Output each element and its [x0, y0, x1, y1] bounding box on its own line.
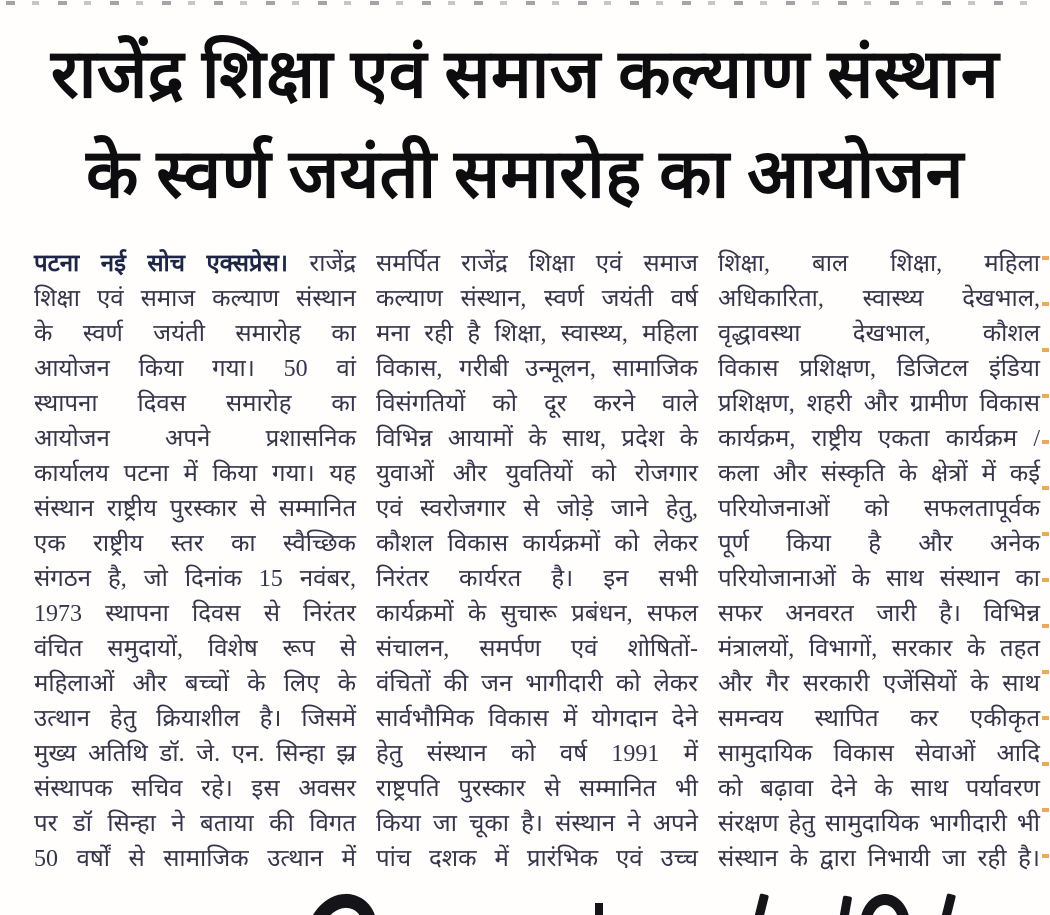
article-line: वंचित समुदायों, विशेष रूप से: [34, 636, 356, 662]
article-line: कार्यक्रमों के सुचारू प्रबंधन, सफल: [376, 601, 698, 627]
article-line: संचालन, समर्पण एवं शोषितों-: [376, 636, 698, 662]
article-column-1: [34, 247, 356, 877]
cropped-glyph-stroke: [839, 895, 852, 915]
article-headline: [0, 0, 1050, 224]
article-line: विसंगतियों को दूर करने वाले: [376, 391, 698, 417]
article-line: कल्याण संस्थान, स्वर्ण जयंती वर्ष: [376, 286, 698, 312]
article-line: पांच दशक में प्रारंभिक एवं उच्च: [376, 846, 698, 872]
headline-line-2: के स्वर्ण जयंती समारोह का आयोजन: [86, 136, 964, 212]
article-line: सफर अनवरत जारी है। विभिन्न: [718, 601, 1040, 627]
article-line: उत्थान हेतु क्रियाशील है। जिसमें: [34, 706, 356, 732]
article-line: विकास प्रशिक्षण, डिजिटल इंडिया: [718, 356, 1040, 382]
article-line: समर्पित राजेंद्र शिक्षा एवं समाज: [376, 251, 698, 277]
article-line: कार्यक्रम, राष्ट्रीय एकता कार्यक्रम /: [718, 426, 1040, 452]
article-line: एवं स्वरोजगार से जोड़े जाने हेतु,: [376, 496, 698, 522]
article-line: युवाओं और युवतियों को रोजगार: [376, 461, 698, 487]
article-line: संस्थान के द्वारा निभायी जा रही है।: [718, 846, 1040, 872]
article-line: परियोजानाओं के साथ संस्थान का: [718, 566, 1040, 592]
dateline: [34, 247, 356, 282]
article-line: संरक्षण हेतु सामुदायिक भागीदारी भी: [718, 811, 1040, 837]
article-line: और गैर सरकारी एजेंसियों के साथ: [718, 671, 1040, 697]
article-line: वृद्धावस्था देखभाल, कौशल: [718, 321, 1040, 347]
article-line: संगठन है, जो दिनांक 15 नवंबर,: [34, 566, 356, 592]
article-line: संस्थापक सचिव रहे। इस अवसर: [34, 776, 356, 802]
column-2-lines: [376, 247, 698, 877]
article-line: 1973 स्थापना दिवस से निरंतर: [34, 601, 356, 627]
article-line: अधिकारिता, स्वास्थ्य देखभाल,: [718, 286, 1040, 312]
cropped-glyph-bar: [595, 903, 603, 915]
cropped-glyph-stroke: [941, 893, 956, 915]
article-body: [34, 247, 1040, 877]
article-line: आयोजन अपने प्रशासनिक: [34, 426, 356, 452]
article-column-2: [376, 247, 698, 877]
cropped-glyph-arc: [860, 894, 910, 915]
cropped-row-above: [6, 1, 1044, 5]
dateline-rest: राजेंद्र: [309, 251, 356, 277]
article-line: स्थापना दिवस समारोह का: [34, 391, 356, 417]
article-line: आयोजन किया गया। 50 वां: [34, 356, 356, 382]
article-line: पर डॉ सिन्हा ने बताया की विगत: [34, 811, 356, 837]
cropped-headline-below: [0, 890, 1050, 915]
article-line: मना रही है शिक्षा, स्वास्थ्य, महिला: [376, 321, 698, 347]
column-3-lines: [718, 247, 1040, 877]
article-line: कार्यालय पटना में किया गया। यह: [34, 461, 356, 487]
article-line: वंचितों की जन भागीदारी को लेकर: [376, 671, 698, 697]
article-line: समन्वय स्थापित कर एकीकृत: [718, 706, 1040, 732]
article-line: हेतु संस्थान को वर्ष 1991 में: [376, 741, 698, 767]
article-line: पूर्ण किया है और अनेक: [718, 531, 1040, 557]
column-1-lines: [34, 282, 356, 877]
article-line: प्रशिक्षण, शहरी और ग्रामीण विकास: [718, 391, 1040, 417]
article-line: परियोजनाओं को सफलतापूर्वक: [718, 496, 1040, 522]
dateline-bold: पटना नई सोच एक्सप्रेस।: [34, 251, 288, 277]
article-line: को बढ़ावा देने के साथ पर्यावरण: [718, 776, 1040, 802]
article-line: सार्वभौमिक विकास में योगदान देने: [376, 706, 698, 732]
headline-line-1: राजेंद्र शिक्षा एवं समाज कल्याण संस्थान: [50, 36, 1000, 112]
article-line: शिक्षा एवं समाज कल्याण संस्थान: [34, 286, 356, 312]
article-line: मंत्रालयों, विभागों, सरकार के तहत: [718, 636, 1040, 662]
article-line: एक राष्ट्रीय स्तर का स्वैच्छिक: [34, 531, 356, 557]
article-line: निरंतर कार्यरत है। इन सभी: [376, 566, 698, 592]
article-line: 50 वर्षों से सामाजिक उत्थान में: [34, 846, 356, 872]
article-line: संस्थान राष्ट्रीय पुरस्कार से सम्मानित: [34, 496, 356, 522]
article-line: कौशल विकास कार्यक्रमों को लेकर: [376, 531, 698, 557]
article-column-3: [718, 247, 1040, 877]
cropped-glyph-curve: [295, 890, 390, 915]
article-line: सामुदायिक विकास सेवाओं आदि: [718, 741, 1040, 767]
article-line: मुख्य अतिथि डॉ. जे. एन. सिन्हा झ्र: [34, 741, 356, 767]
article-line: विभिन्न आयामों के साथ, प्रदेश के: [376, 426, 698, 452]
article-line: विकास, गरीबी उन्मूलन, सामाजिक: [376, 356, 698, 382]
cropped-glyph-stroke: [754, 893, 769, 915]
article-line: के स्वर्ण जयंती समारोह का: [34, 321, 356, 347]
right-edge-separator-dashes: [1042, 256, 1049, 881]
article-line: शिक्षा, बाल शिक्षा, महिला: [718, 251, 1040, 277]
article-line: किया जा चूका है। संस्थान ने अपने: [376, 811, 698, 837]
article-line: राष्ट्रपति पुरस्कार से सम्मानित भी: [376, 776, 698, 802]
article-line: कला और संस्कृति के क्षेत्रों में कई: [718, 461, 1040, 487]
article-line: महिलाओं और बच्चों के लिए के: [34, 671, 356, 697]
